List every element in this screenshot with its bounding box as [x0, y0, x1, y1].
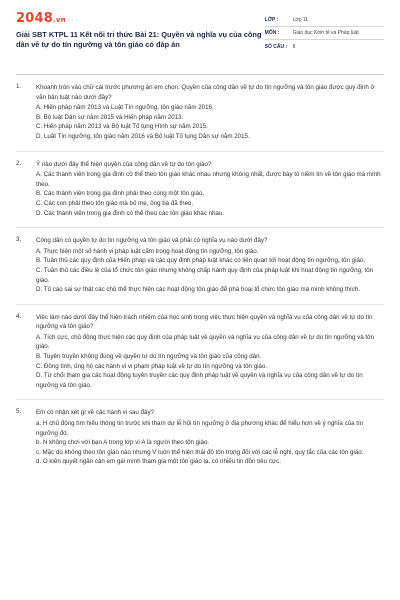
meta-value: Lớp 11: [292, 17, 309, 23]
question-divider: [16, 399, 384, 400]
question-item: [16, 236, 384, 295]
answer-option: A. Thực hiện một số hành vi pháp luật cấm trong hoạt động tín ngưỡng, tôn giáo.: [36, 247, 259, 255]
logo-suffix: .vn: [52, 16, 66, 24]
header-left: [16, 12, 265, 50]
question-number: 3.: [16, 236, 22, 244]
answer-option: B. Tuyên truyền không đúng về quyền tự do tín ngưỡng và tôn giáo của công dân.: [36, 353, 262, 361]
document-meta: [265, 14, 384, 53]
meta-value: 8: [292, 43, 296, 50]
question-text: Công dân có quyền tự do tín ngưỡng và tôn giáo và phải có nghĩa vụ nào dưới đây?: [36, 237, 268, 245]
question-number: 1.: [16, 83, 22, 90]
answer-option: C. Các con phải theo tôn giáo mà bố mẹ, ông bà đã theo.: [36, 199, 194, 207]
document-header: [16, 12, 384, 68]
document-title: Giải SBT KTPL 11 Kết nối tri thức Bài 21: Quyền và nghĩa vụ của công dân về tự do tín ngưỡng và tôn giáo có đáp án: [16, 30, 262, 49]
answer-option: D. Tố cáo sai sự thật các chủ thể thực hiện các hoạt động tôn giáo để phá hoại tổ chức tôn giáo mà mình không thích.: [36, 286, 360, 294]
question-item: [16, 313, 384, 391]
answer-option: b. N không chơi với bạn A trong lớp vì A là người theo tôn giáo.: [36, 439, 210, 447]
answer-option: B. Bộ luật Dân sự năm 2015 và Hiến pháp năm 2013.: [36, 113, 184, 121]
meta-row-class: [265, 14, 384, 27]
meta-label: MÔN :: [264, 30, 280, 36]
question-item: [16, 408, 384, 467]
question-number: 5.: [16, 408, 22, 416]
question-divider: [16, 227, 384, 228]
answer-option: A. Hiến pháp năm 2013 và Luật Tín ngưỡng, tôn giáo năm 2016.: [36, 104, 214, 112]
answer-option: c. Mặc dù không theo tôn giáo nào nhưng V luôn thể hiện thái độ tôn trọng đối với các lễ nghi, quy tắc của các tôn giáo.: [36, 448, 364, 456]
question-body: [36, 313, 384, 391]
answer-option: B. Tuân thủ các quy định của Hiến pháp và các quy định pháp luật khác có liên quan tới hoạt động tín ngưỡng, tôn giáo.: [36, 257, 366, 265]
answer-option: d. O kiên quyết ngăn cản em gái mình tham gia một tôn giáo lạ, có nhiều tin đồn tiêu cực.: [36, 458, 281, 466]
meta-label: LỚP :: [264, 17, 279, 23]
meta-row-count: [265, 40, 384, 53]
question-text: Em có nhận xét gì về các hành vi sau đây?: [36, 409, 154, 417]
answer-option: A. Tích cực, chủ động thực hiện các quy định của pháp luật về quyền và nghĩa vụ của công dân về tự do tín ngưỡng và tôn giáo.: [36, 333, 375, 351]
question-item: [16, 160, 384, 219]
question-divider: [16, 304, 384, 305]
meta-label: SỐ CÂU :: [264, 43, 288, 50]
header-divider: [16, 74, 384, 75]
question-body: [36, 408, 384, 467]
answer-option: C. Tuân thủ các điều lệ của tổ chức tôn giáo nhưng không chấp hành quy định của pháp luật khi hoạt động tín ngưỡng, tôn giáo.: [36, 266, 374, 284]
logo-main: 2048: [16, 11, 53, 26]
question-number: 4.: [16, 312, 22, 320]
answer-option: B. Các thành viên trong gia đình phải theo cùng một tôn giáo.: [36, 190, 205, 198]
answer-option: D. Luật Tín ngưỡng, tôn giáo năm 2016 và Bộ luật Tố tụng Dân sự năm 2015.: [36, 132, 250, 140]
meta-row-subject: [265, 27, 384, 40]
question-text: Việc làm nào dưới đây thể hiện trách nhiệm của học sinh trong việc thực hiện quyền và nghĩa vụ của công dân về tự do tín ngưỡng và tôn giáo?: [36, 313, 373, 331]
question-body: [36, 236, 384, 295]
answer-option: D. Từ chối tham gia các hoạt động tuyên truyền các quy định pháp luật về quyền và nghĩa vụ của công dân về tự do tín ngưỡng và tôn giáo.: [36, 372, 363, 389]
question-divider: [16, 151, 384, 152]
site-logo[interactable]: [16, 12, 265, 27]
question-text: Khoanh tròn vào chữ cái trước phương án em chọn. Quyền của công dân về tự do tín ngưỡng và tôn giáo được quy định ở văn bản luật nào dưới đây?: [36, 84, 375, 101]
question-text: Ý nào dưới đây thể hiện quyền của công dân về tự do tôn giáo?: [36, 160, 212, 168]
answer-option: D. Các thành viên trong gia đình có thể theo các tôn giáo khác nhau.: [36, 209, 225, 217]
answer-option: a. H chủ động tìm hiểu thông tin trước khi tham dự lễ hội tín ngưỡng ở địa phương khác để hiểu hơn về ý nghĩa của tín ngưỡng đó.: [36, 420, 364, 437]
answer-option: C. Đồng tình, ủng hộ các hành vi vi phạm pháp luật về tự do tín ngưỡng và tôn giáo.: [36, 362, 268, 370]
question-item: [16, 83, 384, 142]
meta-value: Giáo dục Kinh tế và Pháp luật: [292, 30, 359, 36]
question-body: [36, 83, 384, 142]
answer-option: A. Các thành viên trong gia đình có thể theo tôn giáo khác nhau nhưng không nhất, được bày tỏ niềm tin về tôn giáo mà mình theo.: [36, 171, 381, 188]
answer-option: C. Hiến pháp năm 2013 và Bộ luật Tố tụng Hình sự năm 2015.: [36, 123, 208, 131]
question-body: [36, 160, 384, 219]
question-number: 2.: [16, 159, 22, 167]
